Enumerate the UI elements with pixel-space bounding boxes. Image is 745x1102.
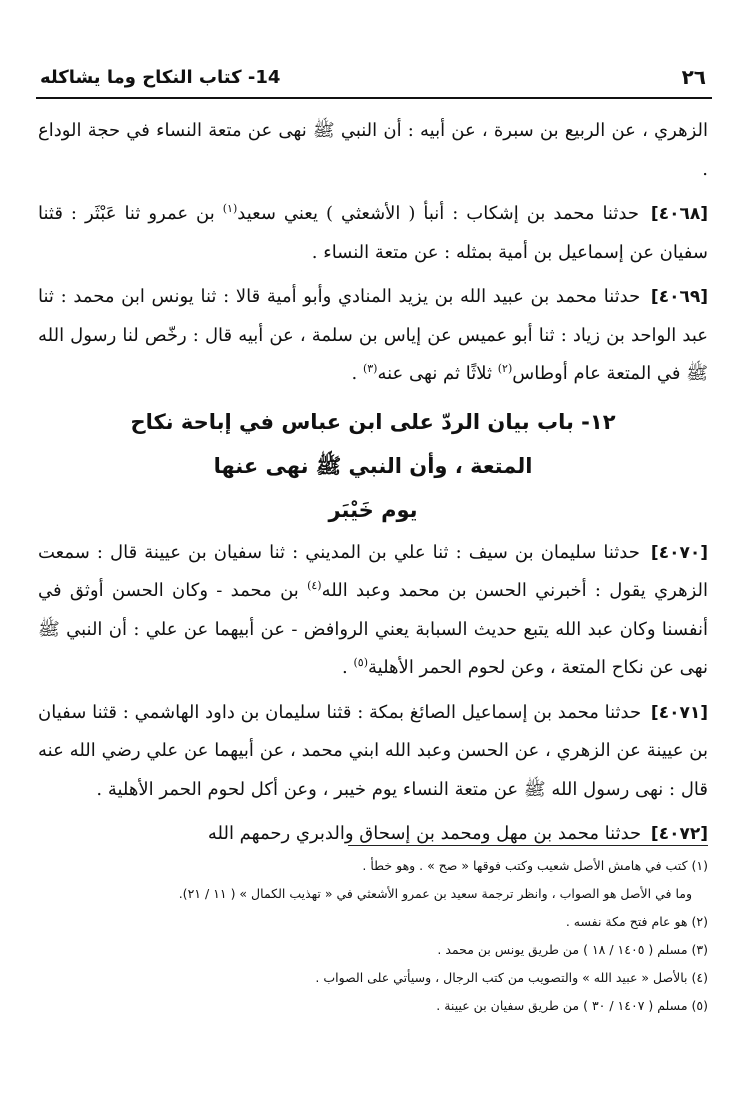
chapter-heading-line2: المتعة ، وأن النبي ﷺ نهى عنها [213,453,533,478]
hadith-number: [٤٠٧٠] [650,542,708,563]
hadith-4072 [38,815,708,854]
footnote-ref[interactable]: (٤) [307,579,322,592]
footnote-1: (١) كتب في هامش الأصل شعيب وكتب فوقها « صح » . وهو خطأ . [362,858,708,873]
hadith-text-end: . [351,363,363,384]
hadith-number: [٤٠٧٢] [650,824,708,844]
footnote-5: (٥) مسلم ( ١٤٠٧ / ٣٠ ) من طريق سفيان بن عيينة . [436,998,708,1013]
hadith-text-cont: بن عمرو ثنا عَبْثَر : قثنا سفيان عن إسماعيل بن أمية بمثله : عن متعة النساء . [38,203,708,263]
footnote-1-cont: وما في الأصل هو الصواب ، وانظر ترجمة سعيد بن عمرو الأشعثي في « تهذيب الكمال » ( ١١ / ٢١). [178,886,692,901]
page-number: ٢٦ [681,65,706,89]
paragraph-continuation [38,112,708,189]
hadith-text: حدثنا محمد بن إسماعيل الصائغ بمكة : قثنا سليمان بن داود الهاشمي : قثنا سفيان بن عيينة عن الزهري ، عن الحسن وعبد الله ابني محمد ، عن أبيهما عن علي رضي الله عنه قال : نهى رسول الله ﷺ عن متعة النساء يوم خيبر ، وعن أكل لحوم الحمر الأهلية . [38,701,708,800]
main-text [38,112,708,860]
hadith-text: حدثنا محمد بن مهل ومحمد بن إسحاق والدبري رحمهم الله [207,823,642,844]
hadith-text-cont: بن محمد - وكان الحسن أوثق في أنفسنا وكان عبد الله يتبع حديث السبابة يعني الروافض - عن أبيهما عن علي : أن النبي ﷺ نهى عن نكاح المتعة ، وعن لحوم الحمر الأهلية [38,580,708,678]
footnote-ref[interactable]: (٥) [353,656,369,669]
hadith-text-cont: ثلاثًا ثم نهى عنه [377,363,498,384]
footnote-ref[interactable]: (٢) [497,362,513,375]
footnote-rule [348,845,708,846]
paragraph-text: الزهري ، عن الربيع بن سبرة ، عن أبيه : أن النبي ﷺ نهى عن متعة النساء في حجة الوداع . [38,120,708,180]
hadith-number: [٤٠٧١] [650,702,708,723]
book-title: 14- كتاب النكاح وما يشاكله [40,66,281,88]
hadith-4068 [38,195,708,272]
header-rule [36,97,712,99]
hadith-text: حدثنا محمد بن إشكاب : أنبأ ( الأشعثي ) يعني سعيد [237,203,639,224]
hadith-text: حدثنا سليمان بن سيف : ثنا علي بن المديني : ثنا سفيان بن عيينة قال : سمعت الزهري يقول : أخبرني الحسن بن محمد وعبد الله [38,541,708,601]
chapter-heading-line3: يوم خَيْبَر [328,497,418,522]
footnotes [38,852,708,1020]
chapter-heading-line1: ١٢- باب بيان الردّ على ابن عباس في إباحة نكاح [130,409,616,434]
running-header [40,60,706,94]
hadith-text-end: . [342,657,354,678]
hadith-number: [٤٠٦٩] [650,287,708,307]
hadith-4069 [38,278,708,394]
hadith-number: [٤٠٦٨] [650,204,708,224]
footnote-ref[interactable]: (٣) [362,362,378,375]
hadith-text: حدثنا محمد بن عبيد الله بن يزيد المنادي وأبو أمية قالا : ثنا يونس ابن محمد : ثنا عبد الواحد بن زياد : ثنا أبو عميس عن إياس بن سلمة ، عن أبيه قال : رخّص لنا رسول الله ﷺ في المتعة عام أوطاس [38,286,708,384]
hadith-4070 [38,534,708,688]
footnote-3: (٣) مسلم ( ١٤٠٥ / ١٨ ) من طريق يونس بن محمد . [437,942,708,957]
footnote-ref[interactable]: (١) [222,202,238,215]
footnote-2: (٢) هو عام فتح مكة نفسه . [565,914,708,929]
hadith-4071 [38,694,708,810]
footnote-4: (٤) بالأصل « عبيد الله » والتصويب من كتب الرجال ، وسيأتي على الصواب . [315,970,708,985]
chapter-heading [38,400,708,532]
